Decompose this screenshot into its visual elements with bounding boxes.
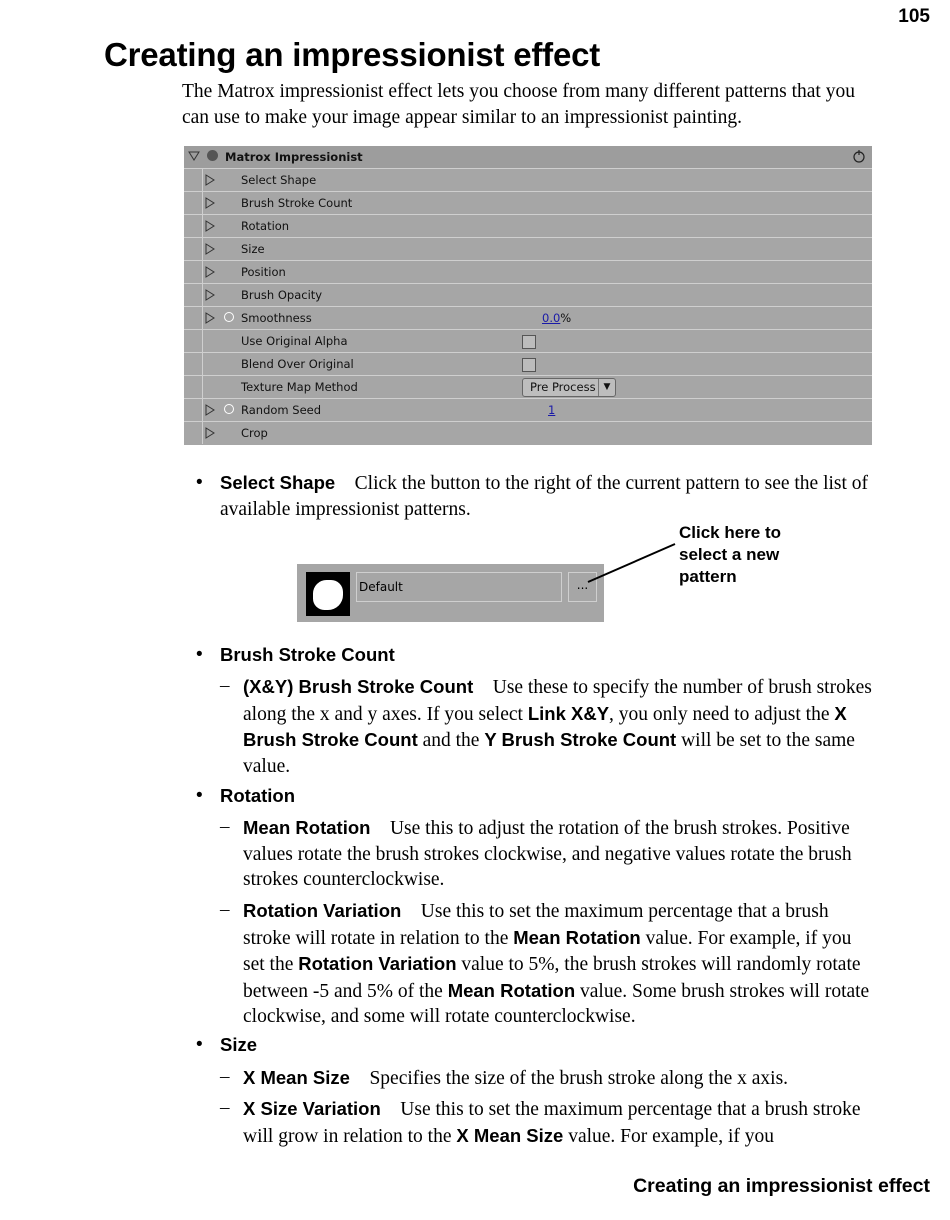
param-row-brush-opacity[interactable] — [184, 284, 872, 307]
dash-icon: – — [220, 1097, 230, 1118]
shape-preview — [306, 572, 350, 616]
brush-stroke-count-heading: Brush Stroke Count — [220, 644, 395, 665]
expand-triangle-icon[interactable] — [205, 427, 215, 439]
param-row-crop[interactable] — [184, 422, 872, 444]
param-label: Position — [241, 265, 286, 279]
bullet-icon: • — [196, 644, 203, 665]
param-label: Use Original Alpha — [241, 334, 348, 348]
stopwatch-icon[interactable] — [224, 312, 234, 322]
shape-selector — [297, 564, 604, 622]
running-footer: Creating an impressionist effect — [633, 1175, 930, 1197]
size-heading: Size — [220, 1034, 258, 1055]
select-value: Pre Process — [530, 380, 596, 394]
use-original-alpha-checkbox[interactable] — [522, 335, 536, 349]
param-row-position[interactable] — [184, 261, 872, 284]
expand-triangle-icon[interactable] — [205, 174, 215, 186]
expand-triangle-icon[interactable] — [205, 266, 215, 278]
param-label: Blend Over Original — [241, 357, 354, 371]
expand-triangle-icon[interactable] — [205, 404, 215, 416]
fx-icon[interactable] — [207, 150, 218, 161]
effect-name: Matrox Impressionist — [225, 150, 363, 164]
select-shape-paragraph: Select Shape Click the button to the right of the current pattern to see the list of available impressionist patterns. — [220, 472, 869, 520]
intro-paragraph: The Matrox impressionist effect lets you choose from many different patterns that you can use to make your image appear similar to an impressionist painting. — [182, 81, 855, 128]
bullet-icon: • — [196, 472, 203, 493]
dash-icon: – — [220, 899, 230, 920]
panel-header — [184, 146, 872, 169]
bullet-icon: • — [196, 785, 203, 806]
param-label: Texture Map Method — [241, 380, 358, 394]
param-label: Random Seed — [241, 403, 322, 417]
expand-triangle-icon[interactable] — [205, 197, 215, 209]
param-label: Smoothness — [241, 311, 312, 325]
param-row-size[interactable] — [184, 238, 872, 261]
param-label: Brush Stroke Count — [241, 196, 353, 210]
reset-icon[interactable] — [852, 149, 866, 163]
x-size-variation-paragraph: X Size Variation Use this to set the maximum percentage that a brush stroke will grow in relation to the X Mean Size value. For example, if you — [243, 1098, 861, 1147]
collapse-triangle-icon[interactable] — [188, 151, 200, 161]
chevron-down-icon: ▼ — [598, 379, 615, 396]
xy-brush-stroke-count-paragraph: (X&Y) Brush Stroke Count Use these to specify the number of brush strokes along the x and y axes. If you select Link X&Y, you only need to adjust the X Brush Stroke Count and the Y Brush Stroke Count will be set to the same value. — [243, 676, 872, 777]
param-label: Size — [241, 242, 265, 256]
param-label: Crop — [241, 426, 268, 440]
stopwatch-icon[interactable] — [224, 404, 234, 414]
blend-over-original-checkbox[interactable] — [522, 358, 536, 372]
page-title: Creating an impressionist effect — [104, 36, 601, 73]
param-row-texture-map-method[interactable] — [184, 376, 872, 399]
param-row-random-seed[interactable] — [184, 399, 872, 422]
param-label: Brush Opacity — [241, 288, 323, 302]
x-mean-size-paragraph: X Mean Size Specifies the size of the brush stroke along the x axis. — [243, 1067, 789, 1089]
param-row-select-shape[interactable] — [184, 169, 872, 192]
mean-rotation-paragraph: Mean Rotation Use this to adjust the rotation of the brush strokes. Positive values rotate the brush strokes clockwise, and negative values rotate the brush strokes counterclockwise. — [243, 817, 852, 890]
random-seed-value[interactable]: 1 — [548, 403, 556, 417]
param-row-smoothness[interactable] — [184, 307, 872, 330]
smoothness-value[interactable]: 0.0% — [542, 311, 572, 325]
dash-icon: – — [220, 1066, 230, 1087]
page-number: 105 — [898, 6, 930, 27]
rotation-variation-paragraph: Rotation Variation Use this to set the maximum percentage that a brush stroke will rotate in relation to the Mean Rotation value. For example, if you set the Rotation Variation value to 5%, the brush strokes will randomly rotate between -5 and 5% of the Mean Rotation value. Some brush strokes will rotate clockwise, and some will rotate counterclockwise. — [243, 900, 870, 1027]
texture-map-method-select[interactable] — [522, 378, 616, 397]
param-row-rotation[interactable] — [184, 215, 872, 238]
callout-line — [585, 540, 680, 585]
param-row-use-original-alpha[interactable] — [184, 330, 872, 353]
effect-controls-panel — [184, 146, 872, 445]
expand-triangle-icon[interactable] — [205, 289, 215, 301]
expand-triangle-icon[interactable] — [205, 220, 215, 232]
dash-icon: – — [220, 816, 230, 837]
bullet-icon: • — [196, 1034, 203, 1055]
rotation-heading: Rotation — [220, 785, 296, 806]
dash-icon: – — [220, 675, 230, 696]
browse-shape-button[interactable]: ... — [568, 572, 597, 602]
param-row-blend-over-original[interactable] — [184, 353, 872, 376]
expand-triangle-icon[interactable] — [205, 243, 215, 255]
shape-name-field: Default — [356, 572, 562, 602]
callout-label: Click here to select a new pattern — [679, 523, 782, 586]
expand-triangle-icon[interactable] — [205, 312, 215, 324]
param-label: Rotation — [241, 219, 290, 233]
param-row-brush-stroke-count[interactable] — [184, 192, 872, 215]
param-label: Select Shape — [241, 173, 317, 187]
